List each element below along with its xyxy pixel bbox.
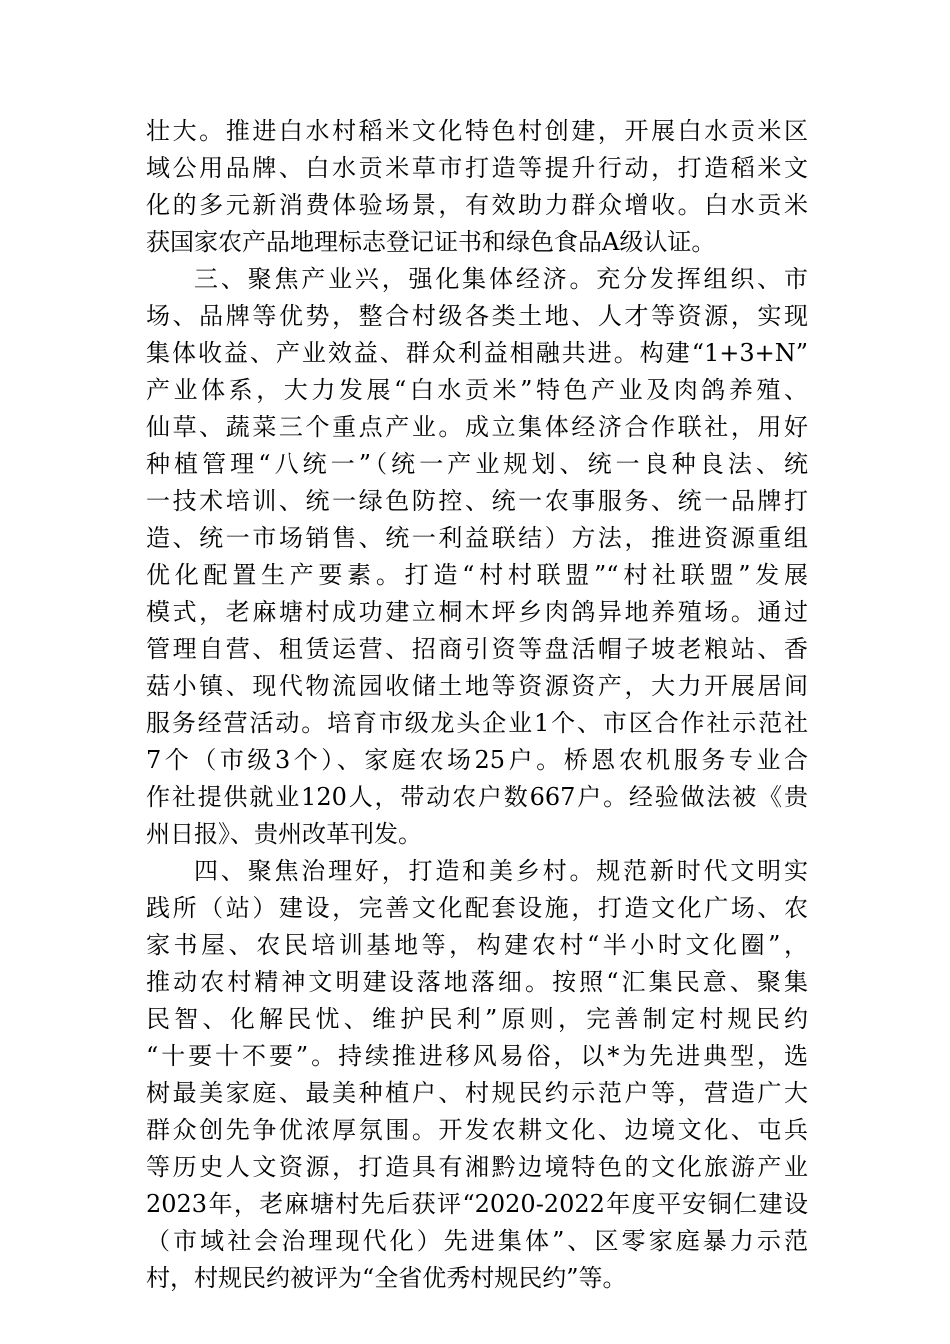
text-line: 树最美家庭、最美种植户、村规民约示范户等，营造广大	[146, 1079, 808, 1107]
text-line: 造、统一市场销售、统一利益联结）方法，推进资源重组	[146, 524, 808, 552]
text-line: 菇小镇、现代物流园收储土地等资源资产，大力开展居间	[146, 672, 808, 700]
text-line: 服务经营活动。培育市级龙头企业1个、市区合作社示范社	[146, 709, 808, 737]
text-line: 壮大。推进白水村稻米文化特色村创建，开展白水贡米区	[146, 117, 808, 145]
text-line: （市域社会治理现代化）先进集体”、区零家庭暴力示范	[146, 1227, 808, 1255]
text-line: 推动农村精神文明建设落地落细。按照“汇集民意、聚集	[146, 968, 808, 996]
text-line: 场、品牌等优势，整合村级各类土地、人才等资源，实现	[146, 302, 808, 330]
text-line: 四、聚焦治理好，打造和美乡村。规范新时代文明实	[194, 857, 808, 885]
text-line: 村，村规民约被评为“全省优秀村规民约”等。	[146, 1264, 627, 1292]
text-line: “十要十不要”。持续推进移风易俗，以*为先进典型，选	[146, 1042, 808, 1070]
text-line: 优化配置生产要素。打造“村村联盟”“村社联盟”发展	[146, 561, 808, 589]
text-line: 家书屋、农民培训基地等，构建农村“半小时文化圈”，	[146, 931, 808, 959]
text-line: 践所（站）建设，完善文化配套设施，打造文化广场、农	[146, 894, 808, 922]
text-line: 等历史人文资源，打造具有湘黔边境特色的文化旅游产业	[146, 1153, 808, 1181]
text-line: 群众创先争优浓厚氛围。开发农耕文化、边境文化、屯兵	[146, 1116, 808, 1144]
text-line: 集体收益、产业效益、群众利益相融共进。构建“1+3+N”	[146, 339, 808, 367]
text-line: 产业体系，大力发展“白水贡米”特色产业及肉鸽养殖、	[146, 376, 808, 404]
document-body	[146, 113, 808, 1297]
text-line: 域公用品牌、白水贡米草市打造等提升行动，打造稻米文	[146, 154, 808, 182]
text-line: 7个（市级3个）、家庭农场25户。桥恩农机服务专业合	[146, 746, 808, 774]
text-line: 三、聚焦产业兴，强化集体经济。充分发挥组织、市	[194, 265, 808, 293]
text-line: 2023年，老麻塘村先后获评“2020-2022年度平安铜仁建设	[146, 1190, 808, 1218]
text-line: 化的多元新消费体验场景，有效助力群众增收。白水贡米	[146, 191, 808, 219]
text-line: 州日报》、贵州改革刊发。	[146, 820, 422, 848]
text-line: 民智、化解民忧、维护民利”原则，完善制定村规民约	[146, 1005, 808, 1033]
text-line: 管理自营、租赁运营、招商引资等盘活帽子坡老粮站、香	[146, 635, 808, 663]
text-line: 种植管理“八统一”（统一产业规划、统一良种良法、统	[146, 450, 808, 478]
text-line: 作社提供就业120人，带动农户数667户。经验做法被《贵	[146, 783, 808, 811]
text-line: 模式，老麻塘村成功建立桐木坪乡肉鸽异地养殖场。通过	[146, 598, 808, 626]
text-line: 仙草、蔬菜三个重点产业。成立集体经济合作联社，用好	[146, 413, 808, 441]
text-line: 获国家农产品地理标志登记证书和绿色食品A级认证。	[146, 228, 716, 256]
text-line: 一技术培训、统一绿色防控、统一农事服务、统一品牌打	[146, 487, 808, 515]
